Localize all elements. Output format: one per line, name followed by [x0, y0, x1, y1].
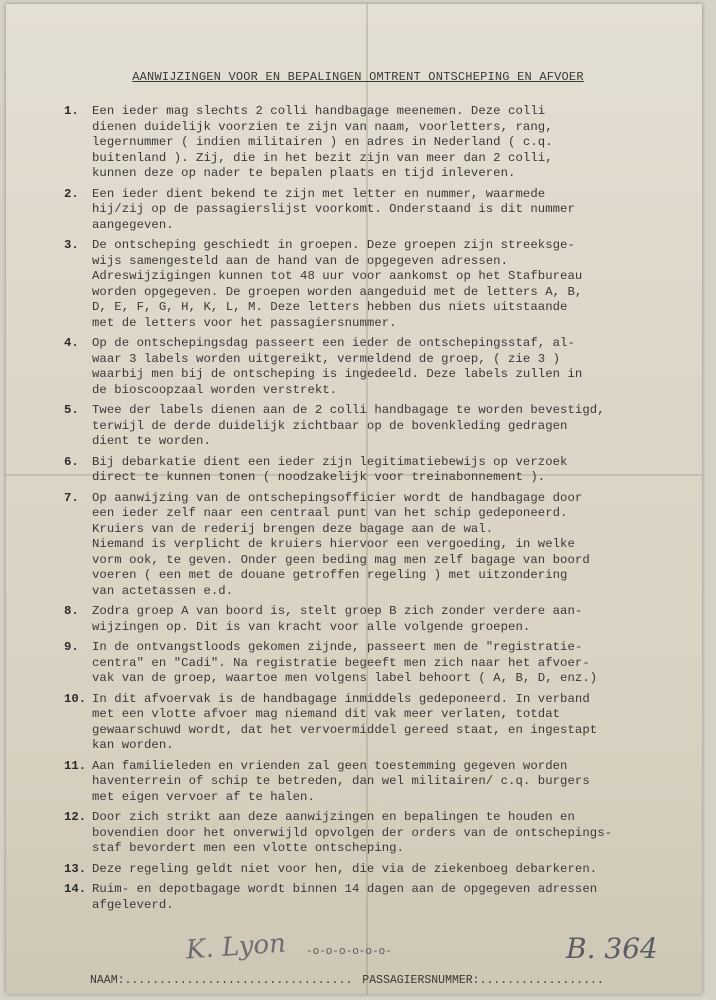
- footer-fields: [90, 974, 604, 987]
- item-number: 6.: [64, 454, 79, 469]
- handwritten-passenger-number: B. 364: [566, 932, 658, 965]
- document-title: AANWIJZINGEN VOOR EN BEPALINGEN OMTRENT ONTSCHEPING EN AFVOER: [132, 70, 584, 84]
- instruction-item: [64, 238, 692, 331]
- instruction-item: [64, 692, 692, 754]
- instruction-item: [64, 759, 692, 806]
- instruction-item: [64, 862, 692, 878]
- instruction-item: [64, 604, 692, 635]
- separator-dashes: -o-o-o-o-o-o-: [306, 946, 392, 958]
- item-number: 14.: [64, 882, 87, 896]
- item-number: 4.: [64, 336, 79, 350]
- item-number: 12.: [64, 810, 87, 824]
- instruction-item: [64, 187, 692, 234]
- item-text: Een ieder mag slechts 2 colli handbagage meenemen. Deze colli dienen duidelijk voorzien te zijn van naam, voorletters, rang, legernummer ( indien militairen ) en adres in Nederland ( c.q. buitenland ). Zij, die in het bezit zijn van meer dan 2 colli, kunnen deze op nader te bepalen plaats en tijd inleveren.: [92, 104, 553, 180]
- item-number: 2.: [64, 186, 79, 201]
- item-text: In dit afvoervak is de handbagage inmiddels gedeponeerd. In verband met een vlotte afvoer mag niemand dit vak meer verlaten, totdat gewaarschuwd wordt, dat het vervoermiddel gereed staat, en ingestapt kan worden.: [92, 691, 598, 752]
- item-text: Door zich strikt aan deze aanwijzingen en bepalingen te houden en bovendien door het onverwijld opvolgen der orders van de ontschepings- staf bevordert men een vlotte ontscheping.: [92, 810, 613, 855]
- item-text: Een ieder dient bekend te zijn met letter en nummer, waarmede hij/zij op de passagierslijst voorkomt. Onderstaand is dit nummer aangegeven.: [92, 186, 575, 232]
- item-text: Deze regeling geldt niet voor hen, die via de ziekenboeg debarkeren.: [92, 861, 598, 876]
- item-number: 1.: [64, 104, 79, 118]
- item-number: 7.: [64, 490, 79, 505]
- item-number: 8.: [64, 604, 79, 618]
- item-text: Ruim- en depotbagage wordt binnen 14 dagen aan de opgegeven adressen afgeleverd.: [92, 882, 598, 912]
- instruction-item: [64, 104, 692, 182]
- document-sheet: [6, 4, 702, 994]
- instruction-item: [64, 491, 692, 600]
- instruction-item: [64, 810, 692, 857]
- item-number: 3.: [64, 238, 79, 252]
- item-number: 13.: [64, 861, 87, 876]
- item-text: De ontscheping geschiedt in groepen. Deze groepen zijn streeksge- wijs samengesteld aan de hand van de opgegeven adressen. Adreswijzigingen kunnen tot 48 uur voor aankomst op het Stafbureau worden opgegeven. De groepen worden aangeduid met de letters A, B, D, E, F, G, H, K, L, M. Deze letters hebben dus niets uitstaande met de letters voor het passagiersnummer.: [92, 238, 583, 330]
- item-number: 10.: [64, 691, 87, 706]
- item-number: 11.: [64, 758, 87, 773]
- instruction-item: [64, 882, 692, 913]
- item-text: In de ontvangstloods gekomen zijnde, passeert men de "registratie- centra" en "Cadi". Na registratie begeeft men zich naar het afvoer- vak van de groep, waartoe men volgens label behoort ( A, B, D, enz.): [92, 640, 598, 685]
- instruction-list: [64, 104, 692, 918]
- handwritten-signature: K. Lyon: [185, 928, 287, 966]
- item-text: Aan familieleden en vrienden zal geen toestemming gegeven worden haventerrein of schip te betreden, dan wel militairen/ c.q. burgers met eigen vervoer af te halen.: [92, 758, 590, 804]
- name-field-label: NAAM:.................................: [90, 974, 353, 987]
- instruction-item: [64, 403, 692, 450]
- item-text: Op aanwijzing van de ontschepingsofficier wordt de handbagage door een ieder zelf naar een centraal punt van het schip gedeponeerd. Kruiers van de rederij brengen deze bagage aan de wal. Niemand is verplicht de kruiers hiervoor een vergoeding, in welke vorm ook, te geven. Onder geen beding mag men zelf bagage van boord voeren ( een met de douane getroffen regeling ) met uitzondering van actetassen e.d.: [92, 490, 590, 598]
- item-text: Zodra groep A van boord is, stelt groep B zich zonder verdere aan- wijzingen op. Dit is van kracht voor alle volgende groepen.: [92, 604, 583, 634]
- item-text: Twee der labels dienen aan de 2 colli handbagage te worden bevestigd, terwijl de derde duidelijk zichtbaar op de bovenkleding gedragen dient te worden.: [92, 403, 605, 448]
- instruction-item: [64, 640, 692, 687]
- item-number: 5.: [64, 403, 79, 417]
- instruction-item: [64, 336, 692, 398]
- item-number: 9.: [64, 640, 79, 654]
- item-text: Bij debarkatie dient een ieder zijn legitimatiebewijs op verzoek direct te kunnen tonen ( noodzakelijk voor treinabonnement ).: [92, 454, 568, 484]
- passenger-number-field-label: PASSAGIERSNUMMER:..................: [362, 974, 604, 987]
- instruction-item: [64, 455, 692, 486]
- item-text: Op de ontschepingsdag passeert een ieder de ontschepingsstaf, al- waar 3 labels worden uitgereikt, vermeldend de groep, ( zie 3 ) waarbij men bij de ontscheping is ingedeeld. Deze labels zullen in de bioscoopzaal worden verstrekt.: [92, 336, 583, 397]
